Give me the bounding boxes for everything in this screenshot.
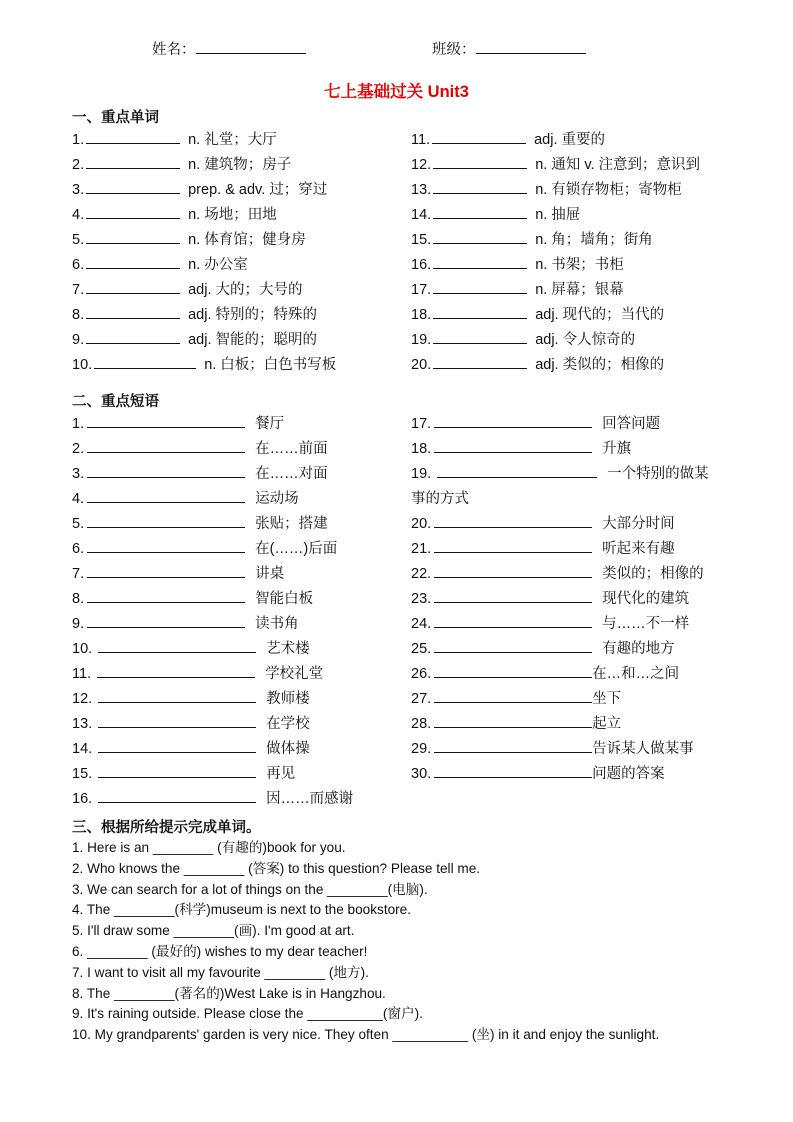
part-of-speech: n. (184, 157, 201, 173)
phrase-row (72, 689, 732, 714)
word-meaning: 大的；大号的 (215, 282, 303, 298)
item-number: 22. (411, 566, 432, 582)
phrase-row (72, 764, 732, 789)
phrase-meaning: 餐厅 (255, 416, 285, 432)
word-meaning: 特别的；特殊的 (215, 307, 318, 323)
answer-blank[interactable] (433, 255, 527, 269)
word-meaning: 建筑物；房子 (204, 157, 292, 173)
word-meaning: 通知 v. 注意到；意识到 (551, 157, 701, 173)
sentence-item: 6. ________ (最好的) wishes to my dear teacher! (72, 944, 368, 959)
vocab-item (411, 205, 580, 225)
phrase-item (411, 739, 694, 759)
sentence-item: 3. We can search for a lot of things on the ________(电脑). (72, 881, 428, 897)
phrase-meaning: 坐下 (592, 691, 622, 707)
vocab-row (72, 155, 732, 180)
vocab-item (411, 280, 624, 300)
sentence-item: 4. The ________(科学)museum is next to the bookstore. (72, 902, 412, 918)
item-number: 6. (72, 257, 85, 273)
part-of-speech: prep. & adv. (184, 182, 266, 198)
phrase-meaning: 做体操 (266, 741, 310, 757)
answer-blank[interactable] (433, 280, 527, 294)
word-meaning: 现代的；当代的 (562, 307, 665, 323)
phrase-row (72, 664, 732, 689)
word-meaning: 办公室 (204, 257, 248, 273)
item-number: 23. (411, 591, 432, 607)
phrase-item-continued (411, 489, 469, 509)
item-number: 4. (72, 207, 85, 223)
phrase-meaning: 起立 (592, 716, 622, 732)
name-field (152, 38, 306, 59)
part-of-speech: adj. (530, 132, 558, 148)
sentence-item: 8. The ________(著名的)West Lake is in Hangzhou. (72, 985, 386, 1001)
phrase-meaning: 在……前面 (255, 441, 328, 457)
phrase-row (72, 614, 732, 639)
phrase-row (72, 789, 732, 814)
word-meaning: 书架；书柜 (551, 257, 624, 273)
answer-blank[interactable] (434, 764, 592, 778)
phrase-item (411, 539, 675, 559)
answer-blank[interactable] (433, 355, 527, 369)
item-number: 16. (411, 257, 432, 273)
item-number: 9. (72, 616, 85, 632)
part-of-speech: adj. (184, 307, 212, 323)
sentence-item: 7. I want to visit all my favourite ________ (地方). (72, 964, 369, 980)
answer-blank[interactable] (433, 155, 527, 169)
answer-blank[interactable] (434, 514, 592, 528)
phrase-meaning: 听起来有趣 (602, 541, 675, 557)
part-of-speech: n. (184, 257, 201, 273)
answer-blank[interactable] (434, 439, 592, 453)
phrase-meaning: 运动场 (255, 491, 299, 507)
part-of-speech: n. (184, 207, 201, 223)
item-number: 29. (411, 741, 432, 757)
item-number: 8. (72, 307, 85, 323)
item-number: 7. (72, 566, 85, 582)
item-number: 15. (411, 232, 432, 248)
class-field (432, 38, 586, 59)
sentence-item: 10. My grandparents' garden is very nice. They often __________ (坐) in it and enjoy the sunlight. (72, 1027, 660, 1043)
phrase-item (411, 689, 621, 709)
phrase-item (411, 614, 689, 634)
item-number: 11. (411, 132, 431, 148)
phrase-item (411, 664, 679, 684)
item-number: 1. (72, 416, 85, 432)
phrase-row (72, 564, 732, 589)
phrase-item (411, 414, 660, 434)
vocab-item (411, 130, 605, 150)
answer-blank[interactable] (433, 205, 527, 219)
part-of-speech: adj. (531, 332, 559, 348)
answer-blank[interactable] (98, 789, 256, 803)
item-number: 5. (72, 516, 85, 532)
phrase-meaning: 智能白板 (255, 591, 314, 607)
phrase-meaning: 讲桌 (255, 566, 285, 582)
phrase-item (411, 514, 675, 534)
part-of-speech: n. (531, 232, 548, 248)
answer-blank[interactable] (434, 614, 592, 628)
item-number: 19. (411, 466, 432, 482)
sentence-item: 5. I'll draw some ________(画). I'm good at art. (72, 923, 355, 939)
vocab-item (411, 305, 664, 325)
phrase-item (411, 589, 689, 609)
phrase-meaning: 类似的；相像的 (602, 566, 704, 582)
phrase-row (72, 589, 732, 614)
word-meaning: 过；穿过 (269, 182, 328, 198)
item-number: 1. (72, 132, 85, 148)
phrase-row (72, 414, 732, 439)
class-label: 班级： (432, 42, 476, 58)
item-number: 27. (411, 691, 432, 707)
part-of-speech: n. (531, 207, 548, 223)
part-of-speech: adj. (531, 307, 559, 323)
item-number: 17. (411, 282, 432, 298)
vocab-item (411, 230, 653, 250)
item-number: 24. (411, 616, 432, 632)
item-number: 19. (411, 332, 432, 348)
word-meaning: 有锁存物柜；寄物柜 (551, 182, 682, 198)
word-meaning: 角；墙角；街角 (551, 232, 653, 248)
answer-blank[interactable] (433, 180, 527, 194)
answer-blank[interactable] (433, 230, 527, 244)
phrase-row (72, 489, 732, 514)
phrase-row (72, 539, 732, 564)
phrase-meaning: 学校礼堂 (265, 666, 324, 682)
item-number: 11. (72, 666, 92, 682)
answer-blank[interactable] (434, 714, 592, 728)
item-number: 20. (411, 357, 432, 373)
answer-blank[interactable] (434, 689, 592, 703)
phrase-item (411, 464, 709, 484)
part-of-speech: n. (200, 357, 217, 373)
name-blank[interactable] (196, 39, 306, 54)
phrase-meaning: 艺术楼 (266, 641, 310, 657)
section1-title: 一、重点单词 (72, 110, 159, 126)
item-number: 8. (72, 591, 85, 607)
phrase-row (72, 714, 732, 739)
phrase-row (72, 464, 732, 489)
item-number: 21. (411, 541, 432, 557)
item-number: 14. (72, 741, 93, 757)
sentence-item: 1. Here is an ________ (有趣的)book for you. (72, 840, 346, 855)
vocab-row (72, 280, 732, 305)
item-number: 14. (411, 207, 432, 223)
phrase-row (72, 639, 732, 664)
vocab-item (411, 155, 700, 175)
part-of-speech: adj. (531, 357, 559, 373)
phrase-meaning: 在(……)后面 (255, 541, 338, 557)
phrase-meaning: 升旗 (602, 441, 632, 457)
answer-blank[interactable] (434, 639, 592, 653)
phrase-item (411, 564, 704, 584)
phrase-meaning: 与……不一样 (602, 616, 690, 632)
phrase-item (411, 764, 665, 784)
part-of-speech: n. (184, 132, 201, 148)
section2-title: 二、重点短语 (72, 394, 159, 410)
phrase-meaning: 大部分时间 (602, 516, 675, 532)
phrase-meaning: 问题的答案 (592, 766, 665, 782)
phrase-meaning: 在……对面 (255, 466, 328, 482)
word-meaning: 令人惊奇的 (562, 332, 636, 348)
phrase-meaning: 读书角 (255, 616, 299, 632)
answer-blank[interactable] (434, 589, 592, 603)
vocab-row (72, 130, 732, 155)
item-number: 18. (411, 441, 432, 457)
answer-blank[interactable] (434, 414, 592, 428)
sentence-item: 9. It's raining outside. Please close the __________(窗户). (72, 1006, 423, 1022)
item-number: 3. (72, 182, 85, 198)
answer-blank[interactable] (434, 539, 592, 553)
class-blank[interactable] (476, 39, 586, 54)
item-number: 2. (72, 157, 85, 173)
phrase-meaning: 有趣的地方 (602, 641, 675, 657)
phrase-item (72, 789, 353, 809)
word-meaning: 智能的；聪明的 (215, 332, 318, 348)
item-number: 3. (72, 466, 85, 482)
item-number: 7. (72, 282, 85, 298)
part-of-speech: adj. (184, 332, 212, 348)
word-meaning: 重要的 (561, 132, 606, 148)
item-number: 16. (72, 791, 93, 807)
phrase-item (411, 639, 675, 659)
part-of-speech: n. (531, 157, 548, 173)
vocab-row (72, 355, 732, 380)
word-meaning: 礼堂；大厅 (204, 132, 277, 148)
answer-blank[interactable] (434, 664, 592, 678)
phrase-meaning: 在学校 (266, 716, 310, 732)
phrase-meaning: 因……而感谢 (266, 791, 354, 807)
item-number: 26. (411, 666, 432, 682)
answer-blank[interactable] (432, 130, 526, 144)
item-number: 20. (411, 516, 432, 532)
word-meaning: 类似的；相像的 (562, 357, 665, 373)
phrase-row (72, 439, 732, 464)
word-meaning: 屏幕；银幕 (551, 282, 624, 298)
phrase-item (411, 439, 631, 459)
vocab-row (72, 255, 732, 280)
item-number: 18. (411, 307, 432, 323)
item-number: 13. (72, 716, 93, 732)
item-number: 10. (72, 357, 93, 373)
page-title: 七上基础过关 Unit3 (324, 83, 469, 101)
item-number: 6. (72, 541, 85, 557)
item-number: 9. (72, 332, 85, 348)
phrase-meaning: 告诉某人做某事 (592, 741, 694, 757)
phrase-meaning: 在…和…之间 (592, 666, 680, 682)
vocab-item (411, 255, 624, 275)
vocab-item (411, 330, 635, 350)
answer-blank[interactable] (433, 305, 527, 319)
phrase-meaning: 事的方式 (411, 491, 469, 507)
vocab-row (72, 230, 732, 255)
phrase-meaning: 张贴；搭建 (255, 516, 328, 532)
item-number: 12. (411, 157, 432, 173)
vocab-item (411, 355, 664, 375)
word-meaning: 场地；田地 (204, 207, 277, 223)
item-number: 10. (72, 641, 93, 657)
phrase-meaning: 现代化的建筑 (602, 591, 690, 607)
answer-blank[interactable] (433, 330, 527, 344)
item-number: 15. (72, 766, 93, 782)
item-number: 2. (72, 441, 85, 457)
answer-blank[interactable] (437, 464, 597, 478)
word-meaning: 体育馆；健身房 (204, 232, 306, 248)
part-of-speech: n. (531, 182, 548, 198)
item-number: 30. (411, 766, 432, 782)
vocab-row (72, 305, 732, 330)
part-of-speech: n. (531, 257, 548, 273)
section3-title: 三、根据所给提示完成单词。 (72, 820, 261, 836)
part-of-speech: adj. (184, 282, 212, 298)
name-label: 姓名： (152, 42, 196, 58)
phrase-item (411, 714, 621, 734)
phrase-meaning: 再见 (266, 766, 296, 782)
phrase-meaning: 一个特别的做某 (607, 466, 709, 482)
answer-blank[interactable] (434, 564, 592, 578)
item-number: 13. (411, 182, 432, 198)
vocab-row (72, 330, 732, 355)
vocab-item (411, 180, 682, 200)
item-number: 25. (411, 641, 432, 657)
item-number: 4. (72, 491, 85, 507)
answer-blank[interactable] (434, 739, 592, 753)
word-meaning: 抽屉 (551, 207, 581, 223)
phrase-row (72, 514, 732, 539)
item-number: 28. (411, 716, 432, 732)
word-meaning: 白板；白色书写板 (220, 357, 337, 373)
item-number: 12. (72, 691, 93, 707)
part-of-speech: n. (184, 232, 201, 248)
part-of-speech: n. (531, 282, 548, 298)
phrase-row (72, 739, 732, 764)
item-number: 5. (72, 232, 85, 248)
phrase-meaning: 回答问题 (602, 416, 661, 432)
vocab-row (72, 180, 732, 205)
vocab-row (72, 205, 732, 230)
phrase-meaning: 教师楼 (266, 691, 310, 707)
sentence-item: 2. Who knows the ________ (答案) to this question? Please tell me. (72, 860, 481, 876)
item-number: 17. (411, 416, 432, 432)
